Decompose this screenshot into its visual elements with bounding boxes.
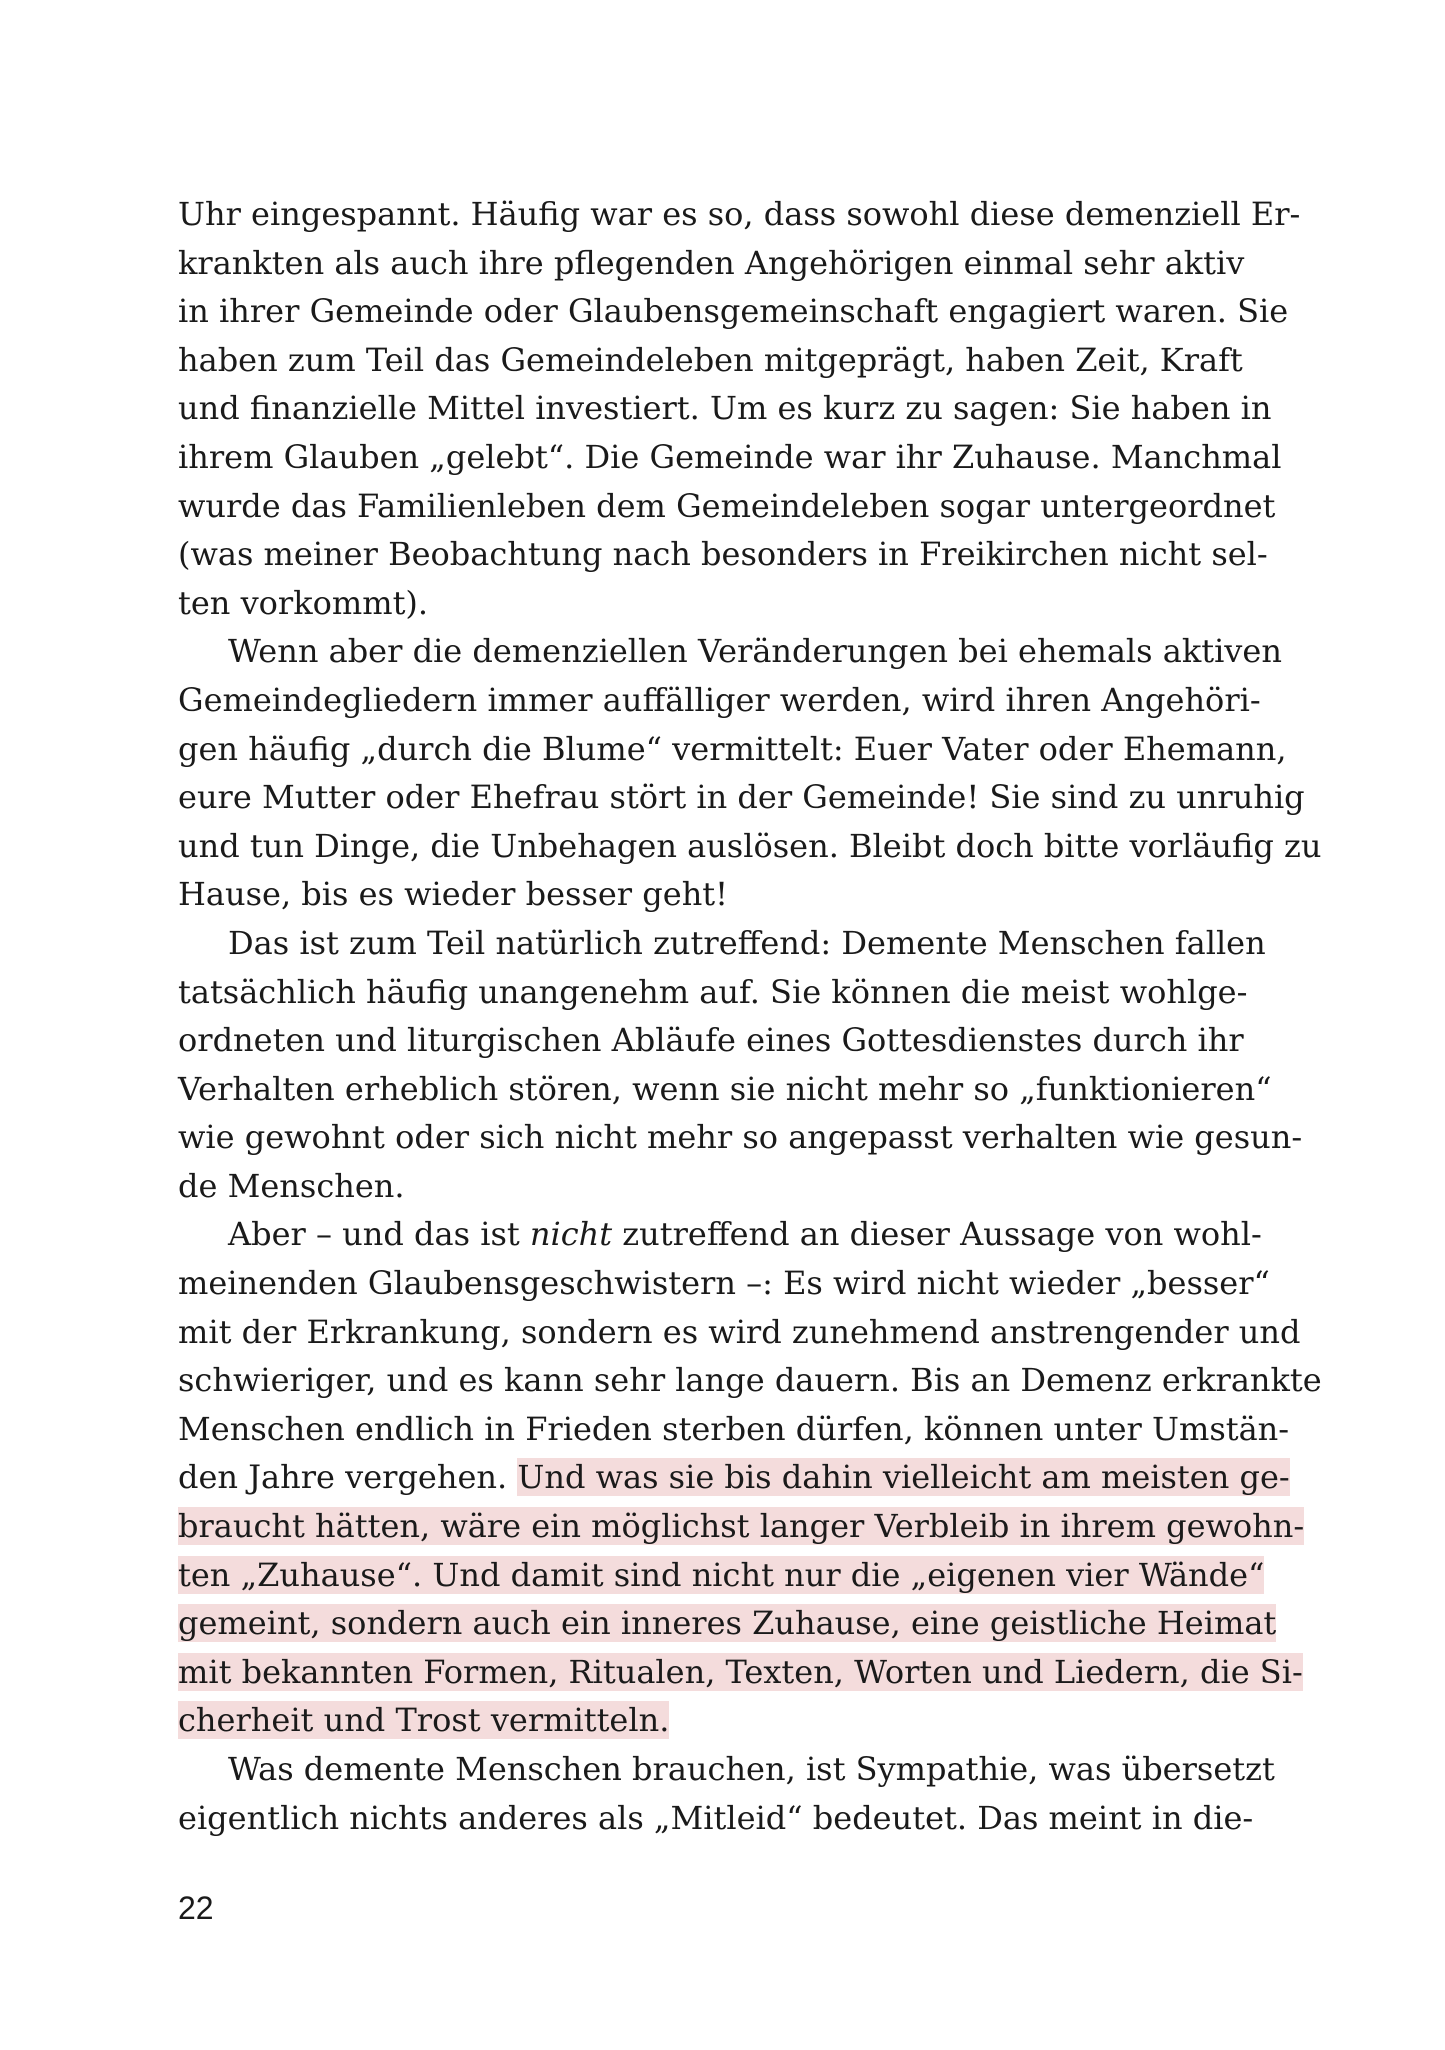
text-segment: de Menschen. bbox=[178, 1166, 405, 1205]
text-line bbox=[178, 1356, 1322, 1405]
text-segment: krankten als auch ihre pflegenden Angehörigen einmal sehr aktiv bbox=[178, 243, 1245, 282]
text-segment: ordneten und liturgischen Abläufe eines Gottesdienstes durch ihr bbox=[178, 1021, 1244, 1060]
text-segment: tatsächlich häufig unangenehm auf. Sie können die meist wohlge- bbox=[178, 972, 1248, 1011]
text-line bbox=[178, 676, 1261, 725]
text-line bbox=[178, 1065, 1272, 1114]
page-number: 22 bbox=[178, 1890, 214, 1926]
text-segment: ten vorkommt). bbox=[178, 583, 429, 622]
text-segment: haben zum Teil das Gemeindeleben mitgeprägt, haben Zeit, Kraft bbox=[178, 340, 1243, 379]
text-line bbox=[178, 336, 1243, 385]
text-line bbox=[178, 482, 1276, 531]
text-line bbox=[178, 1405, 1290, 1454]
text-segment: zutreffend an dieser Aussage von wohl- bbox=[612, 1215, 1262, 1254]
text-line bbox=[178, 773, 1305, 822]
text-segment: schwieriger, und es kann sehr lange dauern. Bis an Demenz erkrankte bbox=[178, 1361, 1322, 1400]
text-line bbox=[178, 1745, 1275, 1794]
text-line bbox=[178, 1551, 1265, 1600]
highlighted-text: mit bekannten Formen, Ritualen, Texten, Worten und Liedern, die Si- bbox=[178, 1652, 1303, 1691]
text-segment: Hause, bis es wieder besser geht! bbox=[178, 875, 729, 914]
text-line bbox=[178, 1453, 1290, 1502]
text-line bbox=[178, 287, 1289, 336]
text-segment: und tun Dinge, die Unbehagen auslösen. Bleibt doch bitte vorläufig zu bbox=[178, 826, 1322, 865]
text-line bbox=[178, 919, 1266, 968]
text-segment: Uhr eingespannt. Häufig war es so, dass sowohl diese demenziell Er- bbox=[178, 195, 1301, 233]
highlighted-text: Und was sie bis dahin vielleicht am meisten ge- bbox=[517, 1458, 1290, 1497]
text-segment: meinenden Glaubensgeschwistern –: Es wird nicht wieder „besser“ bbox=[178, 1264, 1270, 1303]
text-line bbox=[178, 968, 1248, 1017]
text-line bbox=[178, 239, 1245, 288]
highlighted-text: ten „Zuhause“. Und damit sind nicht nur die „eigenen vier Wände“ bbox=[178, 1555, 1265, 1594]
text-line bbox=[178, 190, 1301, 239]
text-segment: Aber – und das ist bbox=[228, 1215, 530, 1254]
text-line bbox=[178, 433, 1282, 482]
text-segment: Gemeindegliedern immer auffälliger werden, wird ihren Angehöri- bbox=[178, 680, 1261, 719]
text-segment: den Jahre vergehen. bbox=[178, 1458, 518, 1497]
text-segment: mit der Erkrankung, sondern es wird zunehmend anstrengender und bbox=[178, 1312, 1301, 1351]
text-line bbox=[178, 870, 1240, 919]
text-segment: gen häufig „durch die Blume“ vermittelt: Euer Vater oder Ehemann, bbox=[178, 729, 1287, 768]
text-segment: (was meiner Beobachtung nach besonders in Freikirchen nicht sel- bbox=[178, 535, 1268, 574]
text-line bbox=[178, 1016, 1244, 1065]
text-line bbox=[178, 1162, 1240, 1211]
text-segment: Wenn aber die demenziellen Veränderungen bei ehemals aktiven bbox=[228, 632, 1282, 671]
text-line bbox=[178, 725, 1287, 774]
text-line bbox=[178, 1259, 1270, 1308]
text-segment: wurde das Familienleben dem Gemeindeleben sogar untergeordnet bbox=[178, 486, 1276, 525]
body-text bbox=[178, 190, 1322, 1842]
text-segment: eigentlich nichts anderes als „Mitleid“ bedeutet. Das meint in die- bbox=[178, 1798, 1254, 1837]
text-line bbox=[178, 579, 1240, 628]
text-line bbox=[178, 1113, 1303, 1162]
text-line bbox=[178, 1502, 1305, 1551]
text-line bbox=[178, 1696, 1240, 1745]
text-line bbox=[178, 1648, 1303, 1697]
text-segment: und finanzielle Mittel investiert. Um es kurz zu sagen: Sie haben in bbox=[178, 389, 1272, 428]
highlighted-text: cherheit und Trost vermitteln. bbox=[178, 1701, 670, 1740]
text-segment: in ihrer Gemeinde oder Glaubensgemeinschaft engagiert waren. Sie bbox=[178, 292, 1289, 331]
text-line bbox=[178, 530, 1268, 579]
text-line bbox=[178, 1599, 1277, 1648]
text-segment: eure Mutter oder Ehefrau stört in der Gemeinde! Sie sind zu unruhig bbox=[178, 778, 1305, 817]
text-line bbox=[178, 822, 1322, 871]
text-segment: Das ist zum Teil natürlich zutreffend: Demente Menschen fallen bbox=[228, 923, 1266, 962]
text-line bbox=[178, 627, 1282, 676]
text-segment: ihrem Glauben „gelebt“. Die Gemeinde war ihr Zuhause. Manchmal bbox=[178, 437, 1282, 476]
text-segment: wie gewohnt oder sich nicht mehr so angepasst verhalten wie gesun- bbox=[178, 1118, 1303, 1157]
highlighted-text: gemeint, sondern auch ein inneres Zuhause, eine geistliche Heimat bbox=[178, 1604, 1277, 1643]
text-line bbox=[178, 384, 1272, 433]
italic-text: nicht bbox=[529, 1215, 613, 1254]
text-line bbox=[178, 1210, 1262, 1259]
text-line bbox=[178, 1794, 1254, 1843]
text-segment: Verhalten erheblich stören, wenn sie nicht mehr so „funktionieren“ bbox=[178, 1069, 1272, 1108]
text-segment: Menschen endlich in Frieden sterben dürfen, können unter Umstän- bbox=[178, 1409, 1290, 1448]
text-segment: Was demente Menschen brauchen, ist Sympathie, was übersetzt bbox=[228, 1750, 1275, 1788]
highlighted-text: braucht hätten, wäre ein möglichst langer Verbleib in ihrem gewohn- bbox=[178, 1507, 1305, 1546]
text-line bbox=[178, 1308, 1301, 1357]
